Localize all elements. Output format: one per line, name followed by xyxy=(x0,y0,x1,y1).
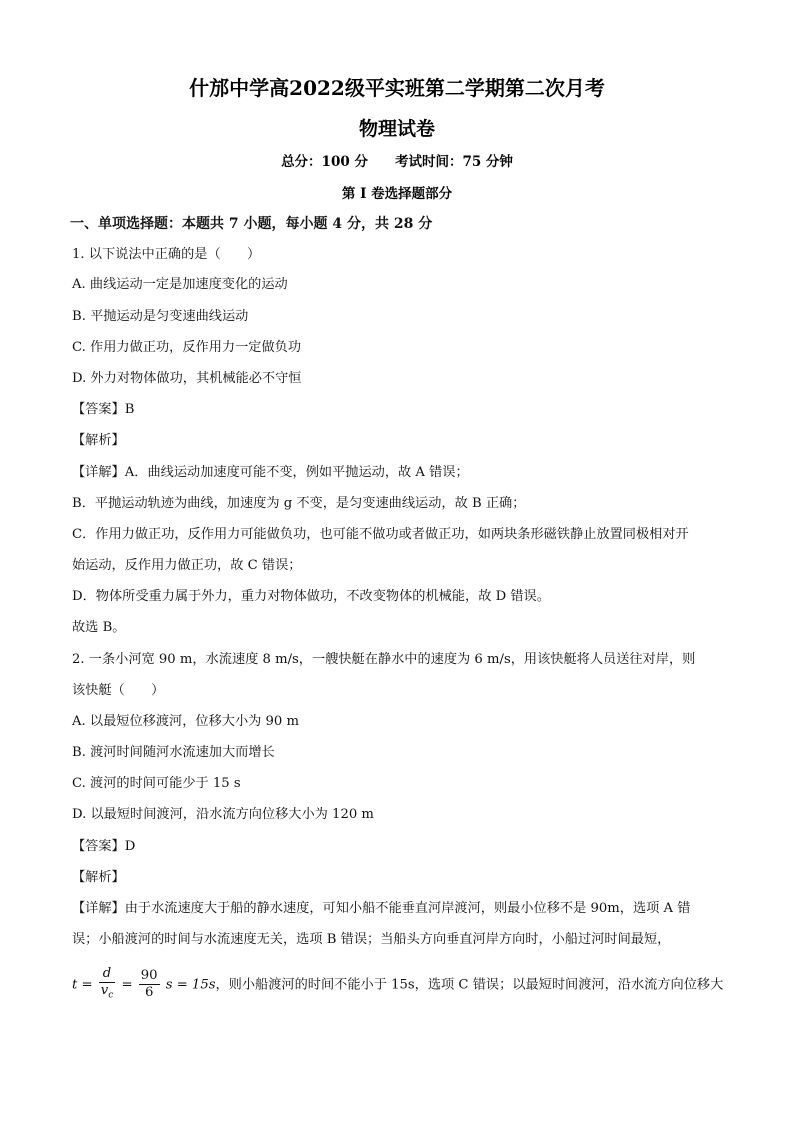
q2-option-b: B. 渡河时间随河水流速加大而增长 xyxy=(72,745,275,760)
fraction-numerator: 90 xyxy=(140,968,158,984)
q2-option-c: C. 渡河的时间可能少于 15 s xyxy=(72,776,241,791)
q1-detail-line: 故选 B。 xyxy=(72,620,126,635)
formula-t: t xyxy=(72,977,78,993)
q1-detail-line: D．物体所受重力属于外力，重力对物体做功，不改变物体的机械能，故 D 错误。 xyxy=(72,589,550,604)
formula-fraction-90-over-6 xyxy=(139,968,160,1001)
q2-option-d: D. 以最短时间渡河，沿水流方向位移大小为 120 m xyxy=(72,807,374,822)
fraction-numerator: d xyxy=(99,966,116,983)
q1-option-d: D. 外力对物体做功，其机械能必不守恒 xyxy=(72,371,302,386)
q2-detail-line: 误；小船渡河的时间与水流速度无关，选项 B 错误；当船头方向垂直河岸方向时，小船过河时间最短， xyxy=(72,932,671,947)
q1-detail-line: B．平抛运动轨迹为曲线，加速度为 g 不变，是匀变速曲线运动，故 B 正确； xyxy=(72,496,526,511)
q1-detail-line: 【详解】A．曲线运动加速度可能不变，例如平抛运动，故 A 错误； xyxy=(72,465,469,480)
q2-stem-line: 2. 一条小河宽 90 m，水流速度 8 m/s，一艘快艇在静水中的速度为 6 m/s，用该快艇将人员送往对岸，则 xyxy=(72,652,696,667)
q1-analysis-label: 【解析】 xyxy=(72,433,125,448)
formula-result: s = 15s xyxy=(165,977,216,993)
subject-title: 物理试卷 xyxy=(358,118,435,140)
fraction-denominator: 6 xyxy=(144,985,154,1001)
q2-detail-line: 【详解】由于水流速度大于船的静水速度，可知小船不能垂直河岸渡河，则最小位移不是 90m，选项 A 错 xyxy=(72,901,691,916)
q2-analysis-label: 【解析】 xyxy=(72,870,125,885)
formula-fraction-d-over-v xyxy=(99,966,116,1004)
formula-trailing-text: ，则小船渡河的时间不能小于 15s，选项 C 错误；以最短时间渡河，沿水流方向位移大 xyxy=(215,977,724,993)
score-time-line: 总分：100 分 考试时间：75 分钟 xyxy=(281,154,513,170)
q2-option-a: A. 以最短位移渡河，位移大小为 90 m xyxy=(72,714,300,729)
part-heading: 第 I 卷选择题部分 xyxy=(341,186,453,202)
q1-option-b: B. 平抛运动是匀变速曲线运动 xyxy=(72,309,249,324)
q1-option-c: C. 作用力做正功，反作用力一定做负功 xyxy=(72,340,302,355)
q2-stem-line: 该快艇（ ） xyxy=(72,683,165,698)
q1-stem: 1. 以下说法中正确的是（ ） xyxy=(72,247,261,262)
q1-detail-line: 始运动，反作用力做正功，故 C 错误； xyxy=(72,558,302,573)
q2-answer: 【答案】D xyxy=(72,839,136,854)
q2-formula-line: t = $\frac{d}{v_c}$ = $\frac{90}{6}$ s = 15s，则小船渡河的时间不能小于 15s，选项 C 错误；以最短时间渡河，沿水流方向位移大 xyxy=(72,966,723,1006)
section-heading: 一、单项选择题：本题共 7 小题，每小题 4 分，共 28 分 xyxy=(70,216,433,232)
q1-answer: 【答案】B xyxy=(72,402,135,417)
q1-detail-line: C．作用力做正功，反作用力可能做负功，也可能不做功或者做正功，如两块条形磁铁静止放置同极相对开 xyxy=(72,527,689,542)
exam-title: 什邡中学高2022级平实班第二学期第二次月考 xyxy=(189,76,605,100)
fraction-denominator: $v_c$ xyxy=(100,983,114,1001)
q1-option-a: A. 曲线运动一定是加速度变化的运动 xyxy=(72,277,288,292)
